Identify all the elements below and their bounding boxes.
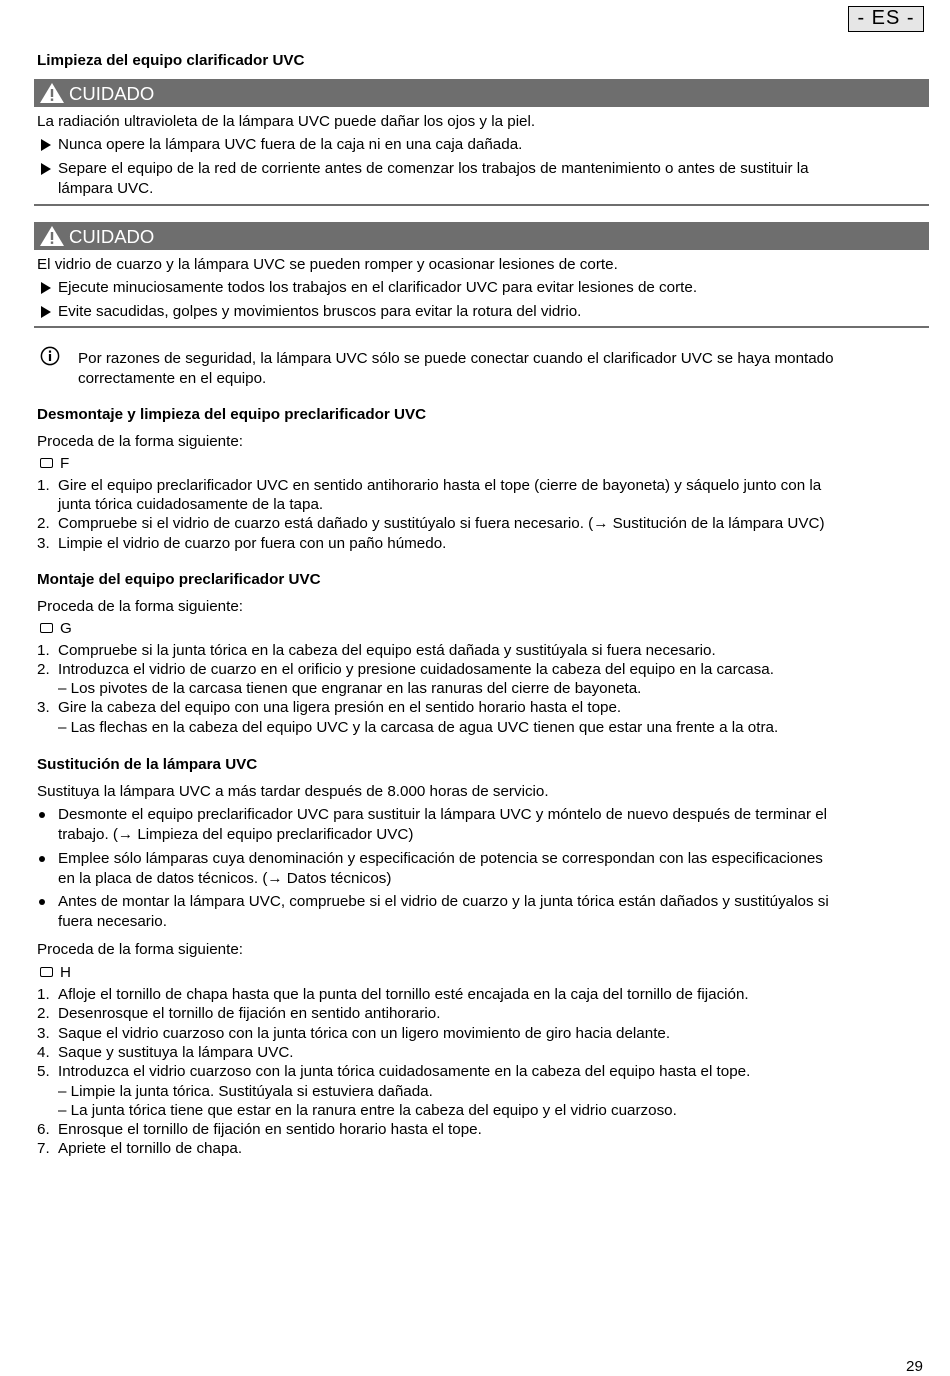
figure-ref-label: G	[60, 620, 72, 637]
language-badge: - ES -	[848, 6, 924, 32]
info-note-cont: correctamente en el equipo.	[78, 370, 267, 387]
warning-instruction-cont: lámpara UVC.	[58, 180, 154, 197]
warning-banner-1	[34, 79, 929, 107]
section-title-assembly: Montaje del equipo preclarificador UVC	[37, 571, 321, 588]
bullet-text: Emplee sólo lámparas cuya denominación y especificación de potencia se correspondan con las especificaciones	[58, 850, 823, 867]
step-subnote: – La junta tórica tiene que estar en la ranura entre la cabeza del equipo y el vidrio cuarzoso.	[58, 1102, 677, 1119]
step-number: 1.	[37, 986, 50, 1003]
step-text: Compruebe si el vidrio de cuarzo está dañado y sustitúyalo si fuera necesario. (→ Sustitución de la lámpara UVC)	[58, 515, 825, 532]
step-number: 3.	[37, 1025, 50, 1042]
arrow-bullet-icon	[41, 282, 51, 294]
step-number: 4.	[37, 1044, 50, 1061]
warning-banner-2	[34, 222, 929, 250]
figure-ref-icon	[40, 623, 53, 633]
procedure-label: Proceda de la forma siguiente:	[37, 941, 243, 958]
figure-ref-label: F	[60, 455, 70, 472]
step-text: Saque y sustituya la lámpara UVC.	[58, 1044, 294, 1061]
warning-label: CUIDADO	[69, 226, 155, 247]
step-text: Enrosque el tornillo de fijación en sentido horario hasta el tope.	[58, 1121, 482, 1138]
info-icon	[40, 346, 60, 370]
bullet-text: Desmonte el equipo preclarificador UVC para sustituir la lámpara UVC y móntelo de nuevo después de terminar el	[58, 806, 828, 823]
step-number: 6.	[37, 1121, 50, 1138]
step-text: Introduzca el vidrio de cuarzo en el orificio y presione cuidadosamente la cabeza del equipo en la carcasa.	[58, 661, 774, 678]
figure-ref-icon	[40, 458, 53, 468]
step-text: Saque el vidrio cuarzoso con la junta tórica con un ligero movimiento de giro hacia delante.	[58, 1025, 671, 1042]
step-number: 1.	[37, 642, 50, 659]
warning-instruction: Evite sacudidas, golpes y movimientos bruscos para evitar la rotura del vidrio.	[58, 303, 582, 320]
warning-triangle-icon	[39, 82, 65, 112]
warning-intro: El vidrio de cuarzo y la lámpara UVC se pueden romper y ocasionar lesiones de corte.	[37, 256, 618, 273]
bullet-text-cont: trabajo. (→ Limpieza del equipo preclarificador UVC)	[58, 826, 414, 843]
section-intro: Sustituya la lámpara UVC a más tardar después de 8.000 horas de servicio.	[37, 783, 549, 800]
step-subnote: – Limpie la junta tórica. Sustitúyala si estuviera dañada.	[58, 1083, 433, 1100]
figure-ref-label: H	[60, 964, 71, 981]
step-number: 1.	[37, 477, 50, 494]
step-number: 3.	[37, 535, 50, 552]
warning-intro: La radiación ultravioleta de la lámpara UVC puede dañar los ojos y la piel.	[37, 113, 536, 130]
step-subnote: – Las flechas en la cabeza del equipo UVC y la carcasa de agua UVC tienen que estar una frente a la otra.	[58, 719, 779, 736]
step-text-cont: junta tórica cuidadosamente de la tapa.	[58, 496, 324, 513]
step-subnote: – Los pivotes de la carcasa tienen que engranar en las ranuras del cierre de bayoneta.	[58, 680, 642, 697]
arrow-bullet-icon	[41, 306, 51, 318]
bullet-dot-icon	[39, 856, 45, 862]
bullet-dot-icon	[39, 812, 45, 818]
step-text: Compruebe si la junta tórica en la cabeza del equipo está dañada y sustitúyala si fuera necesario.	[58, 642, 716, 659]
page-number: 29	[906, 1358, 923, 1375]
warning-instruction: Nunca opere la lámpara UVC fuera de la caja ni en una caja dañada.	[58, 136, 523, 153]
info-note: Por razones de seguridad, la lámpara UVC sólo se puede conectar cuando el clarificador UVC se haya montado	[78, 350, 834, 367]
divider	[34, 204, 929, 206]
step-number: 7.	[37, 1140, 50, 1157]
section-title-dismantle: Desmontaje y limpieza del equipo preclarificador UVC	[37, 406, 427, 423]
step-text: Introduzca el vidrio cuarzoso con la junta tórica cuidadosamente en la cabeza del equipo hasta el tope.	[58, 1063, 751, 1080]
warning-label: CUIDADO	[69, 83, 155, 104]
figure-ref-icon	[40, 967, 53, 977]
bullet-text: Antes de montar la lámpara UVC, compruebe si el vidrio de cuarzo y la junta tórica están dañados y sustitúyalos si	[58, 893, 829, 910]
section-title-lamp-replacement: Sustitución de la lámpara UVC	[37, 756, 258, 773]
step-number: 2.	[37, 661, 50, 678]
divider	[34, 326, 929, 328]
arrow-bullet-icon	[41, 139, 51, 151]
warning-triangle-icon	[39, 225, 65, 255]
bullet-text-cont: en la placa de datos técnicos. (→ Datos técnicos)	[58, 870, 392, 887]
procedure-label: Proceda de la forma siguiente:	[37, 598, 243, 615]
step-text: Limpie el vidrio de cuarzo por fuera con un paño húmedo.	[58, 535, 447, 552]
step-text: Apriete el tornillo de chapa.	[58, 1140, 243, 1157]
step-text: Desenrosque el tornillo de fijación en sentido antihorario.	[58, 1005, 441, 1022]
step-number: 2.	[37, 515, 50, 532]
arrow-bullet-icon	[41, 163, 51, 175]
bullet-dot-icon	[39, 899, 45, 905]
warning-instruction: Separe el equipo de la red de corriente antes de comenzar los trabajos de mantenimiento o antes de sustituir la	[58, 160, 809, 177]
step-number: 5.	[37, 1063, 50, 1080]
bullet-text-cont: fuera necesario.	[58, 913, 167, 930]
warning-instruction: Ejecute minuciosamente todos los trabajos en el clarificador UVC para evitar lesiones de corte.	[58, 279, 698, 296]
step-text: Gire la cabeza del equipo con una ligera presión en el sentido horario hasta el tope.	[58, 699, 622, 716]
section-title-cleaning: Limpieza del equipo clarificador UVC	[37, 52, 305, 69]
procedure-label: Proceda de la forma siguiente:	[37, 433, 243, 450]
step-number: 2.	[37, 1005, 50, 1022]
step-number: 3.	[37, 699, 50, 716]
step-text: Gire el equipo preclarificador UVC en sentido antihorario hasta el tope (cierre de bayoneta) y sáquelo junto con la	[58, 477, 822, 494]
step-text: Afloje el tornillo de chapa hasta que la punta del tornillo esté encajada en la caja del tornillo de fijación.	[58, 986, 749, 1003]
